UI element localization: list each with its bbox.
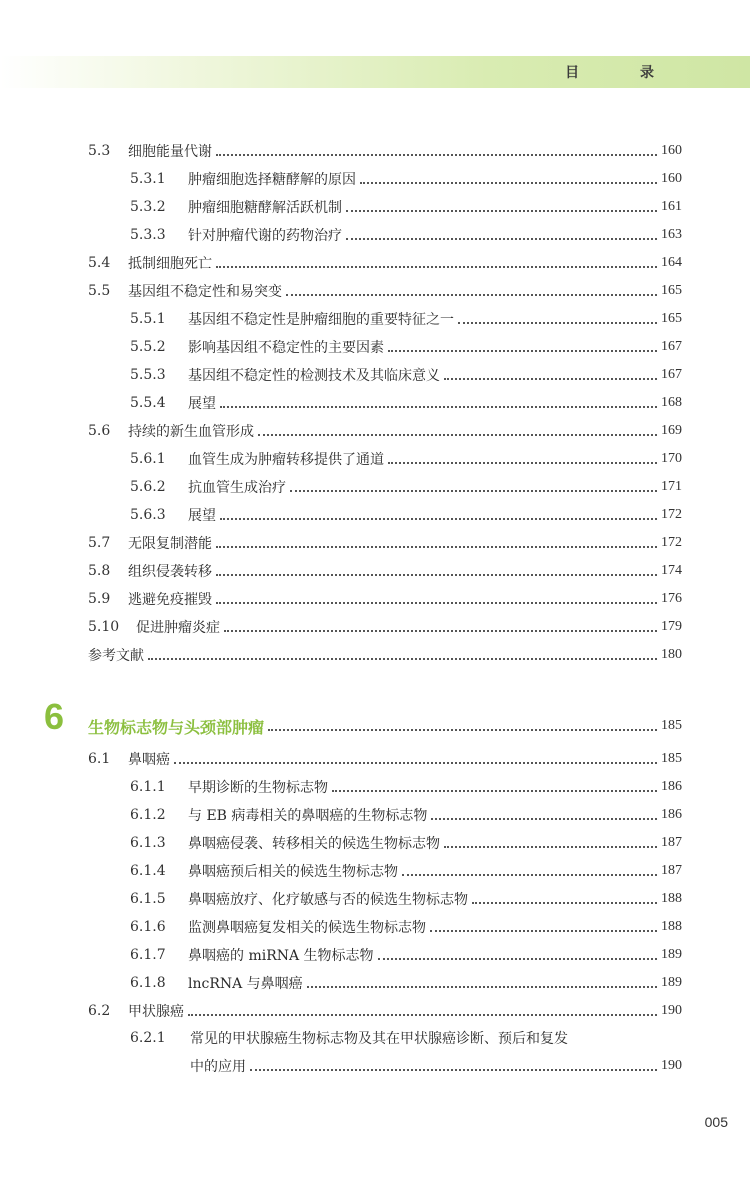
chapter-heading[interactable] [88,715,682,737]
entry-number: 5.5.4 [130,395,166,411]
toc-entry[interactable] [130,504,682,526]
toc-entry[interactable] [88,644,682,666]
entry-title: 基因组不稳定性是肿瘤细胞的重要特征之一 [188,312,454,328]
entry-page: 164 [661,255,682,270]
leader-dots [388,462,657,464]
leader-dots [332,790,657,792]
toc-entry[interactable] [88,280,682,302]
toc-entry[interactable] [88,588,682,610]
entry-number: 6.2.1 [130,1030,166,1046]
toc-entry[interactable] [130,916,682,938]
entry-number: 6.1.3 [130,835,166,851]
toc-entry[interactable] [130,804,682,826]
entry-page: 172 [661,535,682,550]
leader-dots [286,294,657,296]
entry-title: 与 EB 病毒相关的鼻咽癌的生物标志物 [188,808,428,824]
entry-number: 5.5 [88,283,111,299]
entry-number: 5.6 [88,423,111,439]
entry-title: 肿瘤细胞选择糖酵解的原因 [188,172,356,188]
entry-page: 174 [661,563,682,578]
leader-dots [216,546,657,548]
entry-title: 甲状腺癌 [128,1004,184,1020]
leader-dots [378,958,657,960]
toc-entry[interactable] [130,448,682,470]
entry-number: 6.1.6 [130,919,166,935]
leader-dots [430,930,657,932]
leader-dots [148,658,657,660]
leader-dots [188,1014,657,1016]
toc-entry[interactable] [130,196,682,218]
entry-title: 促进肿瘤炎症 [136,620,220,636]
entry-title: 针对肿瘤代谢的药物治疗 [188,228,342,244]
entry-page: 188 [661,891,682,906]
entry-number: 6.2 [88,1003,111,1019]
entry-title: 参考文献 [88,648,144,664]
entry-title: 鼻咽癌侵袭、转移相关的候选生物标志物 [188,836,440,852]
entry-title: 鼻咽癌预后相关的候选生物标志物 [188,864,398,880]
toc-entry[interactable] [88,252,682,274]
leader-dots [346,210,657,212]
entry-number: 6.1.4 [130,863,166,879]
chapter-number: 6 [44,696,65,737]
leader-dots [216,154,657,156]
leader-dots [346,238,657,240]
entry-page: 176 [661,591,682,606]
entry-number: 5.8 [88,563,111,579]
chapter-title: 生物标志物与头颈部肿瘤 [88,717,265,737]
entry-title: 展望 [188,508,216,524]
entry-page: 185 [661,751,682,766]
leader-dots [224,630,657,632]
entry-number: 5.3.1 [130,171,166,187]
entry-title: lncRNA 与鼻咽癌 [188,976,303,992]
entry-number: 5.5.1 [130,311,166,327]
entry-page: 165 [661,283,682,298]
toc-entry[interactable] [130,832,682,854]
entry-page: 188 [661,919,682,934]
entry-title: 无限复制潜能 [128,536,212,552]
entry-title: 鼻咽癌放疗、化疗敏感与否的候选生物标志物 [188,892,468,908]
toc-entry[interactable] [130,308,682,330]
entry-number: 5.3.2 [130,199,166,215]
entry-number: 5.7 [88,535,111,551]
leader-dots [307,986,657,988]
entry-title: 鼻咽癌的 miRNA 生物标志物 [188,948,374,964]
leader-dots [444,846,657,848]
toc-entry[interactable] [130,392,682,414]
entry-page: 189 [661,947,682,962]
entry-title: 肿瘤细胞糖酵解活跃机制 [188,200,342,216]
leader-dots [250,1069,657,1071]
entry-number: 6.1.8 [130,975,166,991]
toc-entry[interactable] [88,532,682,554]
toc-entry-6-2-1[interactable] [130,1027,650,1049]
entry-page: 179 [661,619,682,634]
leader-dots [290,490,657,492]
toc-entry[interactable] [88,420,682,442]
toc-entry[interactable] [130,944,682,966]
toc-entry[interactable] [130,860,682,882]
entry-page: 165 [661,311,682,326]
entry-number: 5.6.3 [130,507,166,523]
entry-title: 组织侵袭转移 [128,564,212,580]
entry-page: 167 [661,367,682,382]
entry-title: 展望 [188,396,216,412]
toc-entry[interactable] [130,336,682,358]
leader-dots [220,518,657,520]
entry-title-line2: 中的应用 [190,1059,246,1075]
entry-page: 187 [661,863,682,878]
leader-dots [174,762,657,764]
entry-number: 5.10 [88,619,120,635]
entry-page: 186 [661,779,682,794]
entry-title: 抵制细胞死亡 [128,256,212,272]
leader-dots [402,874,657,876]
leader-dots [258,434,657,436]
entry-page: 160 [661,171,682,186]
entry-title: 抗血管生成治疗 [188,480,286,496]
entry-page: 161 [661,199,682,214]
entry-page: 190 [661,1058,682,1073]
entry-number: 6.1.2 [130,807,166,823]
entry-title: 监测鼻咽癌复发相关的候选生物标志物 [188,920,426,936]
toc-entry[interactable] [130,888,682,910]
entry-number: 5.3.3 [130,227,166,243]
entry-page: 168 [661,395,682,410]
entry-page: 186 [661,807,682,822]
entry-number: 5.5.2 [130,339,166,355]
leader-dots [216,574,657,576]
leader-dots [431,818,657,820]
footer-page-number: 005 [704,1114,728,1130]
entry-title: 基因组不稳定性的检测技术及其临床意义 [188,368,440,384]
entry-title: 影响基因组不稳定性的主要因素 [188,340,384,356]
toc-entry[interactable] [130,364,682,386]
entry-number: 5.3 [88,143,111,159]
entry-page: 170 [661,451,682,466]
entry-number: 5.5.3 [130,367,166,383]
entry-title: 持续的新生血管形成 [128,424,254,440]
entry-title: 血管生成为肿瘤转移提供了通道 [188,452,384,468]
entry-page: 172 [661,507,682,522]
entry-title-line1: 常见的甲状腺癌生物标志物及其在甲状腺癌诊断、预后和复发 [190,1031,568,1047]
toc-entry[interactable] [88,1000,682,1022]
entry-number: 5.4 [88,255,111,271]
toc-entry[interactable] [130,776,682,798]
entry-title: 逃避免疫摧毁 [128,592,212,608]
entry-page: 180 [661,647,682,662]
entry-page: 169 [661,423,682,438]
header-title: 目 录 [565,65,682,81]
entry-number: 5.9 [88,591,111,607]
entry-page: 189 [661,975,682,990]
entry-number: 6.1.7 [130,947,166,963]
entry-number: 5.6.2 [130,479,166,495]
entry-page: 163 [661,227,682,242]
entry-title: 早期诊断的生物标志物 [188,780,328,796]
entry-title: 鼻咽癌 [128,752,170,768]
toc-entry[interactable] [88,140,682,162]
leader-dots [388,350,657,352]
toc-entry[interactable] [130,224,682,246]
leader-dots [216,602,657,604]
entry-title: 细胞能量代谢 [128,144,212,160]
toc-entry[interactable] [130,972,682,994]
entry-page: 160 [661,143,682,158]
toc-entry[interactable] [88,616,682,638]
entry-number: 5.6.1 [130,451,166,467]
toc-entry[interactable] [88,560,682,582]
entry-number: 6.1.5 [130,891,166,907]
entry-page: 167 [661,339,682,354]
entry-number: 6.1 [88,751,111,767]
entry-page: 171 [661,479,682,494]
leader-dots [360,182,657,184]
chapter-page: 185 [661,718,682,733]
leader-dots [472,902,657,904]
entry-number: 6.1.1 [130,779,166,795]
entry-page: 187 [661,835,682,850]
toc-entry[interactable] [88,748,682,770]
entry-title: 基因组不稳定性和易突变 [128,284,282,300]
toc-entry[interactable] [130,168,682,190]
leader-dots [444,378,657,380]
toc-entry-6-2-1-cont[interactable] [190,1055,682,1077]
leader-dots [220,406,657,408]
leader-dots [268,729,657,731]
leader-dots [458,322,657,324]
entry-page: 190 [661,1003,682,1018]
leader-dots [216,266,657,268]
toc-entry[interactable] [130,476,682,498]
